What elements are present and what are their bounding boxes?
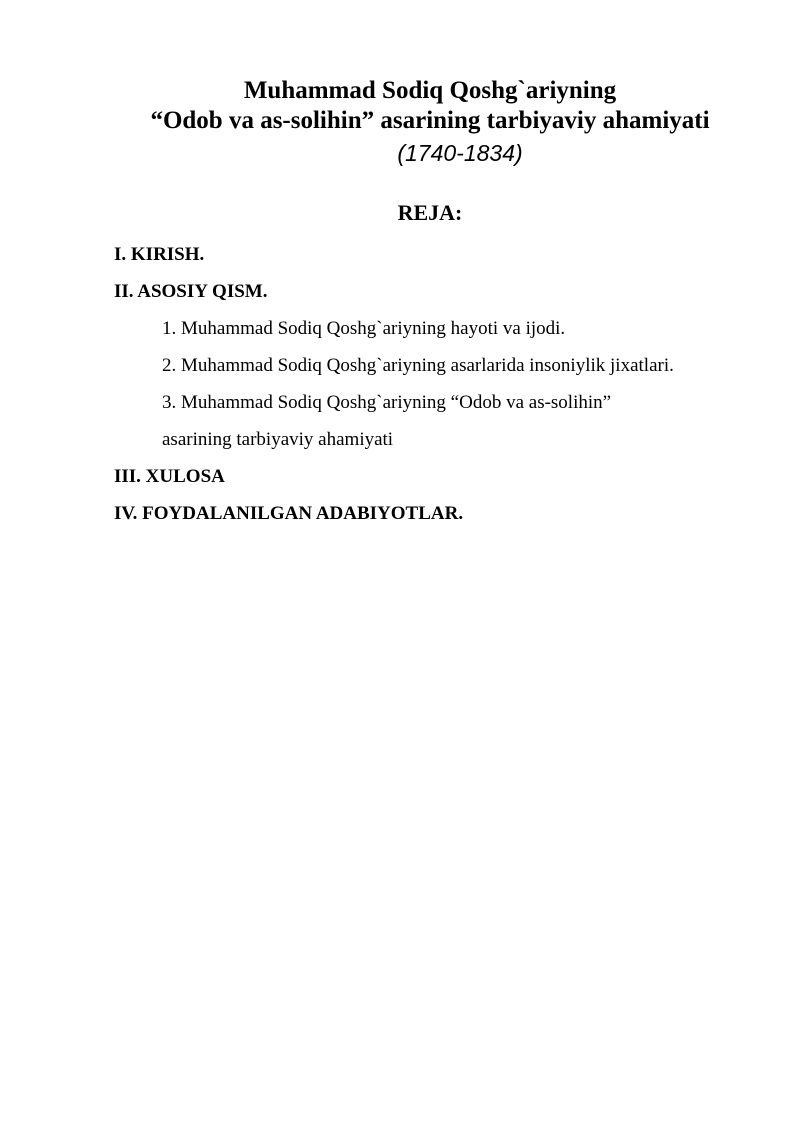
title-line-2: “Odob va as-solihin” asarining tarbiyaviy ahamiyati: [150, 107, 710, 134]
subitem-3-continued: asarining tarbiyaviy ahamiyati: [162, 429, 394, 450]
plan-heading: REJA:: [397, 200, 463, 225]
section-references: IV. FOYDALANILGAN ADABIYOTLAR.: [114, 503, 464, 524]
section-main-part: II. ASOSIY QISM.: [114, 281, 268, 302]
title-line-1: Muhammad Sodiq Qoshg`ariyning: [243, 77, 617, 104]
section-conclusion: III. XULOSA: [114, 466, 225, 487]
subitem-3: 3. Muhammad Sodiq Qoshg`ariyning “Odob va as-solihin”: [162, 392, 612, 413]
title-years: (1740-1834): [397, 140, 523, 166]
section-introduction: I. KIRISH.: [114, 244, 205, 265]
subitem-2: 2. Muhammad Sodiq Qoshg`ariyning asarlarida insoniylik jixatlari.: [162, 355, 674, 376]
document-title: [100, 76, 760, 168]
subitem-1: 1. Muhammad Sodiq Qoshg`ariyning hayoti va ijodi.: [162, 318, 566, 339]
